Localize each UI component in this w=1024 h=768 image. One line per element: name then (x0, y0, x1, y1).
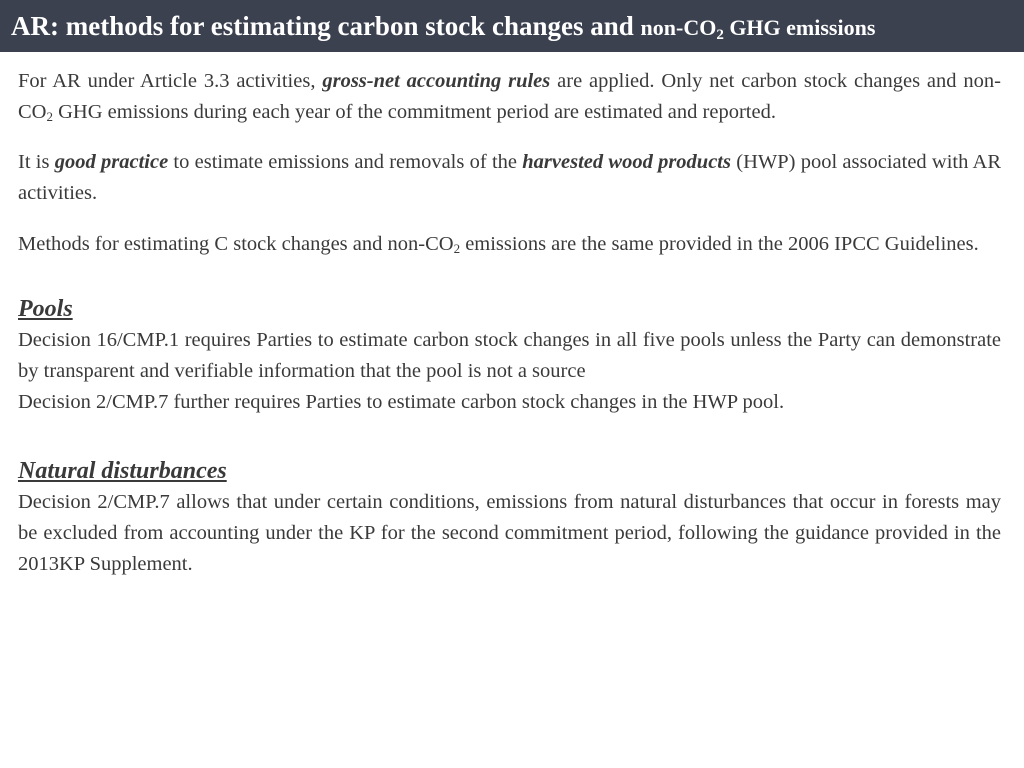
slide-title-nonco: non-CO (640, 14, 717, 40)
paragraph-good-practice (18, 147, 1001, 209)
subscript: 2 (453, 241, 461, 256)
pools-heading: Pools (18, 296, 73, 322)
slide-title-part2 (640, 14, 876, 43)
slide-title-subscript: 2 (716, 26, 724, 43)
text-span: GHG emissions during each year of the commitment period are estimated and reported. (52, 101, 776, 123)
paragraph-accounting-rules (18, 66, 1001, 128)
text-span: Methods for estimating C stock changes and non-CO (18, 233, 454, 255)
text-span: (HWP) pool associated with AR activities. (18, 151, 1001, 204)
slide-body (18, 66, 1001, 580)
pools-decision-16: Decision 16/CMP.1 requires Parties to estimate carbon stock changes in all five pools unless the Party can demonstrate by transparent and verifiable information that the pool is not a source (18, 329, 1001, 382)
paragraph-methods (18, 229, 1001, 260)
natural-disturbances-text: Decision 2/CMP.7 allows that under certain conditions, emissions from natural disturbances that occur in forests may be excluded from accounting under the KP for the second commitment period, following the guidance provided in the 2013KP Supplement. (18, 491, 1001, 575)
emphasis-gross-net: gross-net accounting rules (322, 70, 551, 92)
subscript: 2 (46, 109, 53, 124)
emphasis-good-practice: good practice (54, 151, 169, 173)
pools-decision-2: Decision 2/CMP.7 further requires Parties to estimate carbon stock changes in the HWP pool. (18, 391, 785, 413)
emphasis-hwp: harvested wood products (522, 151, 731, 173)
natural-disturbances-heading: Natural disturbances (18, 458, 227, 484)
slide-title-ghg: GHG emissions (723, 14, 876, 40)
slide-title-bar (0, 0, 1024, 52)
text-span: emissions are the same provided in the 2006 IPCC Guidelines. (460, 233, 979, 255)
text-span: are applied. Only net carbon stock changes and non-CO (18, 70, 1001, 123)
slide-title (11, 11, 875, 42)
slide-title-part1: AR: methods for estimating carbon stock changes and (11, 10, 634, 41)
text-span: For AR under Article 3.3 activities, (18, 70, 323, 92)
text-span: It is (18, 151, 55, 173)
text-span: to estimate emissions and removals of the (168, 151, 523, 173)
